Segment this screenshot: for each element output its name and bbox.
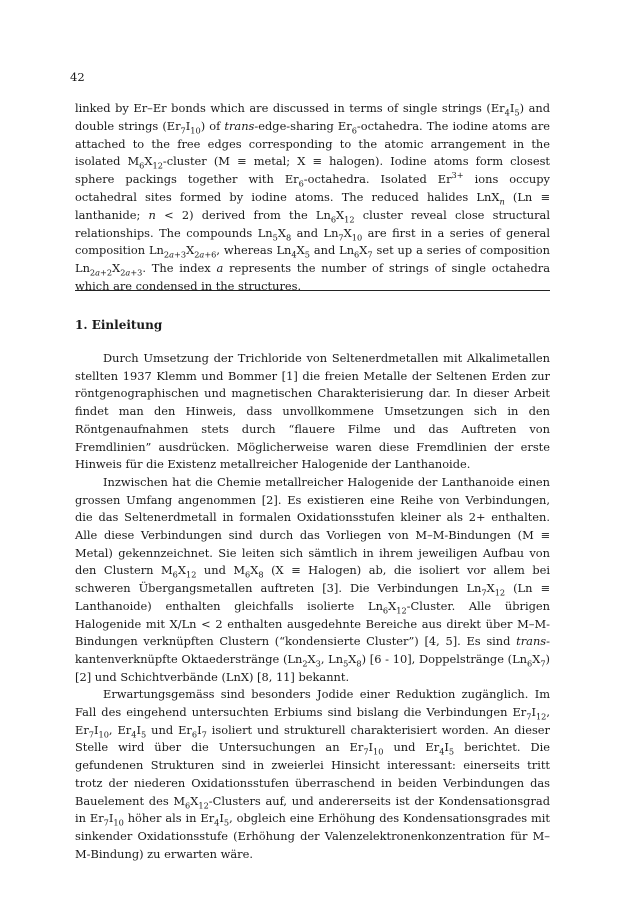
body-text [75,350,550,863]
section-heading: 1. Einleitung [75,318,163,332]
page-number: 42 [70,70,85,84]
section-divider [75,290,550,291]
abstract-paragraph: linked by Er–Er bonds which are discussed in terms of single strings $(Er_4I_5)$ and double strings $(Er_7I_{10})$ of trans-edge-sharing $Er_6$-octahedra. The iodine atoms are attached to the free edges corresponding to the atomic arrangement in the isolated $M_6X_{12}$-cluster (M ≡ metal; X ≡ halogen). Iodine atoms form closest sphere packings together with $Er_6$-octahedra. Isolated $Er^{3+}$ ions occupy octahedral sites formed by iodine atoms. The reduced halides LnX$_n$ (Ln ≡ lanthanide; n < 2) derived from the $Ln_6X_{12}$ cluster reveal close structural relationships. The compounds $Ln_5X_8$ and $Ln_7X_{10}$ are first in a series of general composition $Ln_{2a+3}X_{2a+6}$, whereas $Ln_4X_5$ and $Ln_6X_7$ set up a series of composition $Ln_{2a+2}X_{2a+3}$. The index a represents the number of strings of single octahedra which are condensed in the structures. [75,101,551,293]
abstract-text [75,100,550,296]
body-paragraph-1: Durch Umsetzung der Trichloride von Seltenerdmetallen mit Alkalimetallen stellten 1937 Klemm und Bommer [1] die freien Metalle der Seltenen Erden zur röntgenographischen und magnetischen Charakterisierung dar. In dieser Arbeit findet man den Hinweis, dass unvollkommene Umsetzungen sich in den Röntgenaufnahmen stets durch “flauere Filme und das Auftreten von Fremdlinien” ausdrücken. Möglicherweise waren diese Fremdlinien der erste Hinweis für die Existenz metallreicher Halogenide der Lanthanoide. [75,351,550,472]
body-paragraph-2: Inzwischen hat die Chemie metallreicher Halogenide der Lanthanoide einen grossen Umfang angenommen [2]. Es existieren eine Reihe von Verbindungen, die das Seltenerdmetall in formalen Oxidationsstufen kleiner als 2+ enthalten. Alle diese Verbindungen sind durch das Vorliegen von M–M-Bindungen (M ≡ Metal) gekennzeichnet. Sie leiten sich sämtlich in ihrem jeweiligen Aufbau von den Clustern $M_6X_{12}$ und $M_6X_8$ (X ≡ Halogen) ab, die isoliert vor allem bei schweren Übergangsmetallen auftreten [3]. Die Verbindungen $Ln_7X_{12}$ (Ln ≡ Lanthanoide) enthalten gleichfalls isolierte $Ln_6X_{12}$-Cluster. Alle übrigen Halogenide mit X/Ln < 2 enthalten ausgedehnte Bereiche aus direkt über M–M-Bindungen verknüpften Clustern (“kondensierte Cluster”) [4, 5]. Es sind trans-kantenverknüpfte Oktaederstränge ($Ln_2X_3$, $Ln_5X_8$) [6 - 10], Doppelstränge $(Ln_6X_7)$ [2] und Schichtverbände (LnX) [8, 11] bekannt. [75,474,550,684]
body-paragraph-3: Erwartungsgemäss sind besonders Jodide einer Reduktion zugänglich. Im Fall des eingehend untersuchten Erbiums sind bislang die Verbindungen $Er_7I_{12}$, $Er_7I_{10}$, $Er_4I_5$ und $Er_6I_7$ isoliert und strukturell charakterisiert worden. An dieser Stelle wird über die Untersuchungen an $Er_7I_{10}$ und $Er_4I_5$ berichtet. Die gefundenen Strukturen sind in zweierlei Hinsicht interessant: einerseits tritt trotz der niederen Oxidationsstufen überraschend in beiden Verbindungen das Bauelement des $M_6X_{12}$-Clusters auf, und andererseits ist der Kondensationsgrad in $Er_7I_{10}$ höher als in $Er_4I_5$, obgleich eine Erhöhung des Kondensationsgrades mit sinkender Oxidationsstufe (Erhöhung der Valenzelektronenkonzentration für M–M-Bindung) zu erwarten wäre. [75,687,550,861]
